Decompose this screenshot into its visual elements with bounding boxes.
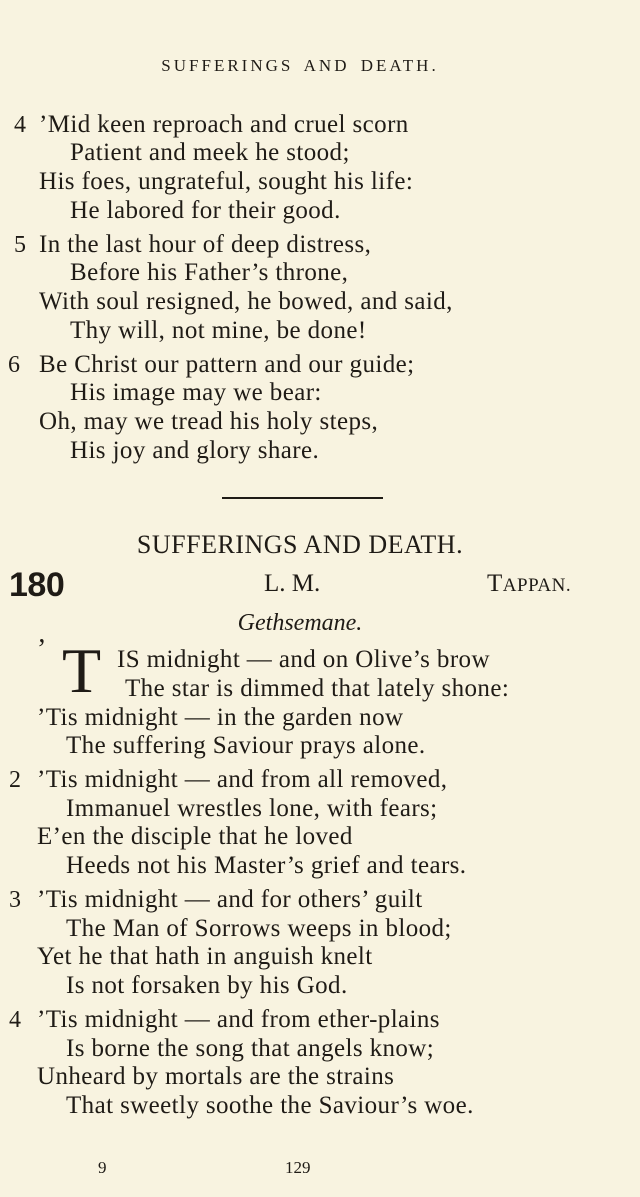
- verse-line: That sweetly soothe the Saviour’s woe.: [66, 1092, 474, 1119]
- hymn-meter: L. M.: [264, 570, 321, 597]
- section-divider: [222, 497, 383, 499]
- verse-line: The suffering Saviour prays alone.: [66, 732, 426, 759]
- signature-mark: 9: [98, 1158, 107, 1177]
- tune-initial: T: [487, 570, 503, 597]
- verse-line: He labored for their good.: [70, 197, 341, 224]
- stanza-number: 4: [14, 112, 26, 138]
- verse-line: Immanuel wrestles lone, with fears;: [66, 795, 438, 822]
- verse-line: Unheard by mortals are the strains: [37, 1063, 395, 1090]
- verse-line: Be Christ our pattern and our guide;: [39, 351, 415, 378]
- verse-line: ’Mid keen reproach and cruel scorn: [39, 111, 409, 138]
- verse-line: Oh, may we tread his holy steps,: [39, 408, 379, 435]
- tune-rest: APPAN.: [502, 575, 572, 596]
- dropcap-letter: T: [62, 635, 102, 706]
- verse-line: Is not forsaken by his God.: [66, 972, 348, 999]
- tune-name: [487, 570, 571, 598]
- verse-line: ’Tis midnight — and for others’ guilt: [37, 886, 423, 913]
- verse-line: The Man of Sorrows weeps in blood;: [66, 915, 452, 942]
- verse-line: His foes, ungrateful, sought his life:: [39, 168, 414, 195]
- stanza-number: 6: [8, 352, 20, 378]
- verse-line: E’en the disciple that he loved: [37, 823, 353, 850]
- verse-line: ’Tis midnight — in the garden now: [37, 704, 404, 731]
- verse-line: The star is dimmed that lately shone:: [125, 675, 510, 702]
- verse-line: Before his Father’s throne,: [70, 259, 349, 286]
- verse-line: With soul resigned, he bowed, and said,: [39, 288, 453, 315]
- verse-line: ’Tis midnight — and from ether-plains: [37, 1006, 440, 1033]
- verse-line: In the last hour of deep distress,: [39, 231, 372, 258]
- verse-line: ’Tis midnight — and from all removed,: [37, 766, 448, 793]
- verse-line: IS midnight — and on Olive’s brow: [117, 646, 490, 673]
- verse-line: His image may we bear:: [70, 379, 322, 406]
- stanza-number: 3: [9, 887, 21, 913]
- stanza-number: 2: [9, 767, 21, 793]
- verse-line: Is borne the song that angels know;: [66, 1035, 435, 1062]
- hymn-number: 180: [9, 566, 65, 604]
- stanza-number: 5: [14, 232, 26, 258]
- stanza-number: 4: [9, 1007, 21, 1033]
- verse-line: Heeds not his Master’s grief and tears.: [66, 852, 467, 879]
- verse-line: Thy will, not mine, be done!: [70, 317, 367, 344]
- page-number: 129: [285, 1158, 311, 1177]
- section-title: SUFFERINGS AND DEATH.: [136, 530, 464, 559]
- verse-line: His joy and glory share.: [70, 437, 320, 464]
- running-head: SUFFERINGS AND DEATH.: [161, 56, 439, 75]
- verse-line: Yet he that hath in anguish knelt: [37, 943, 373, 970]
- hymn-subtitle: Gethsemane.: [237, 610, 363, 636]
- verse-line: Patient and meek he stood;: [70, 139, 350, 166]
- dropcap-apostrophe: ’: [37, 634, 47, 665]
